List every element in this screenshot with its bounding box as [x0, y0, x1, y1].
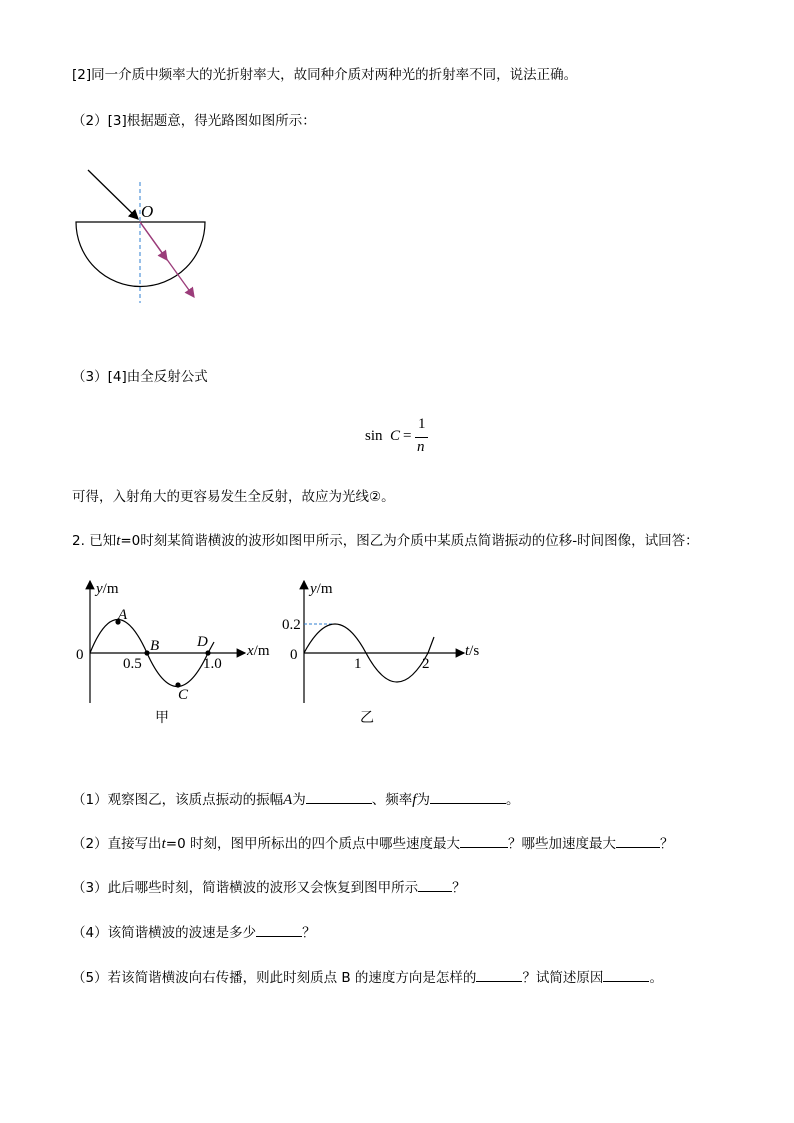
- text-line-2: （2）[3]根据题意，得光路图如图所示：: [72, 113, 316, 129]
- q2-t: t: [116, 533, 121, 549]
- t-label: t/s: [465, 643, 480, 659]
- graph-jia: [70, 575, 290, 730]
- question-number: 2.: [72, 533, 85, 549]
- formula-var-c: C: [390, 428, 401, 444]
- amplitude-tick-label: 0.2: [282, 617, 301, 633]
- text-line-1: [2]同一介质中频率大的光折射率大，故同种介质对两种光的折射率不同，说法正确。: [72, 67, 578, 83]
- answer-blank[interactable]: [476, 967, 522, 982]
- formula-eq: =: [403, 428, 412, 444]
- subquestion-4: （4）该简谐横波的波速是多少 ？: [72, 922, 316, 942]
- point-d-label: D: [197, 634, 208, 650]
- answer-blank[interactable]: [306, 789, 372, 804]
- refracted-ray-mid-arrow: [140, 222, 167, 260]
- q2-post: 时刻某简谐横波的波形如图甲所示，图乙为介质中某质点简谐振动的位移-时间图像，试回答：: [140, 533, 699, 549]
- tick-label-1: 0.5: [123, 656, 142, 672]
- x-label: x/m: [247, 643, 270, 659]
- point-d: [205, 650, 210, 655]
- subquestion-2: （2）直接写出t=0 时刻，图甲所标出的四个质点中哪些速度最大 ？哪些加速度最大 ？: [72, 833, 673, 853]
- formula-denominator: n: [417, 439, 425, 455]
- point-c-label: C: [178, 687, 189, 703]
- subquestion-5: （5）若该简谐横波向右传播，则此时刻质点 B 的速度方向是怎样的 ？试简述原因 。: [72, 967, 663, 987]
- y-label: y/m: [96, 581, 119, 597]
- q2-pre: 已知: [89, 533, 117, 549]
- q2-eq: =0: [120, 533, 141, 549]
- point-a-label: A: [118, 607, 128, 623]
- origin-label: 0: [290, 647, 298, 663]
- answer-blank[interactable]: [616, 833, 660, 848]
- point-b-label: B: [150, 638, 160, 654]
- answer-blank[interactable]: [430, 789, 506, 804]
- question-2-stem: [72, 532, 699, 550]
- optics-figure: [70, 160, 230, 310]
- text-line-4: 可得，入射角大的更容易发生全反射，故应为光线②。: [72, 489, 395, 505]
- point-o-label: O: [141, 202, 154, 221]
- caption-yi: 乙: [360, 710, 374, 726]
- formula-numerator: 1: [418, 416, 426, 432]
- formula-bar: [415, 437, 428, 438]
- tick-label-2: 2: [422, 656, 430, 672]
- tick-label-2: 1.0: [203, 656, 222, 672]
- y-label: y/m: [310, 581, 333, 597]
- answer-blank[interactable]: [603, 967, 649, 982]
- subquestion-3: （3）此后哪些时刻，简谐横波的波形又会恢复到图甲所示 ？: [72, 877, 466, 897]
- text-line-3: （3）[4]由全反射公式: [72, 369, 208, 385]
- caption-jia: 甲: [155, 710, 169, 726]
- incident-ray: [88, 170, 138, 219]
- answer-blank[interactable]: [460, 833, 508, 848]
- origin-label: 0: [76, 647, 84, 663]
- answer-blank[interactable]: [418, 877, 452, 892]
- answer-blank[interactable]: [256, 922, 302, 937]
- graph-yi: [282, 575, 492, 730]
- formula-sin: sin: [365, 428, 383, 444]
- tick-label-1: 1: [354, 656, 362, 672]
- point-b: [144, 650, 149, 655]
- subquestion-1: （1）观察图乙，该质点振动的振幅A为 、频率f为 。: [72, 789, 519, 809]
